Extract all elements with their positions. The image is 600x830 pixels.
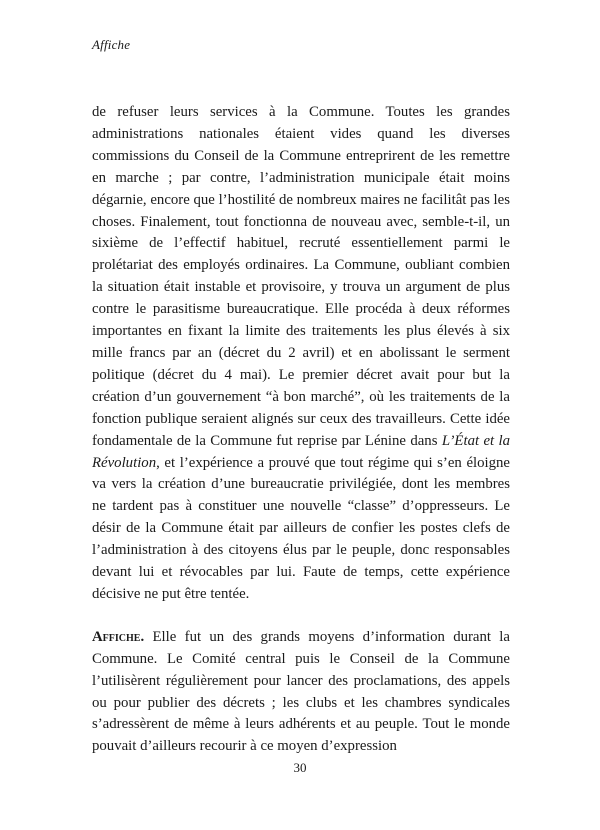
main-text [92, 102, 510, 758]
paragraph-text-part1: de refuser leurs services à la Commune. Toutes les grandes administrations nationales étaient vides quand les diverses commissions du Conseil de la Commune entreprirent de les remettre en marche ; par contre, l’administration municipale était moins dégarnie, encore que l’hostilité de nombreux maires ne facilitât pas les choses. Finalement, tout fonctionna de nouveau avec, semble-t-il, un sixième de l’effectif habituel, recruté essentiellement parmi le prolétariat des employés ordinaires. La Commune, oubliant combien la situation était instable et provisoire, y trouva un argument de plus contre le parasitisme bureaucratique. Elle procéda à deux réformes importantes en fixant la limite des traitements les plus élevés à six mille francs par an (décret du 2 avril) et en abolissant le serment politique (décret du 4 mai). Le premier décret avait pour but la création d’un gouvernement “à bon marché”, où les traitements de la fonction publique seraient alignés sur ceux des travailleurs. Cette idée fondamentale de la Commune fut reprise par Lénine dans [92, 104, 510, 449]
paragraph-text-part2: , et l’expérience a prouvé que tout régime qui s’en éloigne va vers la création d’une bureaucratie privilégiée, dont les membres ne tardent pas à constituer une nouvelle “classe” d’oppresseurs. Le désir de la Commune était par ailleurs de confier les postes clefs de l’administration à des citoyens élus par le peuple, donc responsables devant lui et révocables par lui. Faute de temps, cette expérience décisive ne put être tentée. [92, 454, 510, 602]
paragraph-affiche [92, 627, 510, 758]
running-header: Affiche [92, 37, 131, 52]
book-title: L’État et la Révolution [92, 432, 510, 471]
paragraph-administration [92, 102, 510, 606]
page-number: 30 [293, 760, 307, 775]
entry-lemma: Affiche. [92, 628, 145, 645]
entry-text: Elle fut un des grands moyens d’information durant la Commune. Le Comité central puis le Conseil de la Commune l’utilisèrent régulièrement pour lancer des proclamations, des appels ou pour publier des décrets ; les clubs et les chambres syndicales s’adressèrent de même à leurs adhérents et au peuple. Tout le monde pouvait d’ailleurs recourir à ce moyen d’expression [92, 628, 510, 755]
